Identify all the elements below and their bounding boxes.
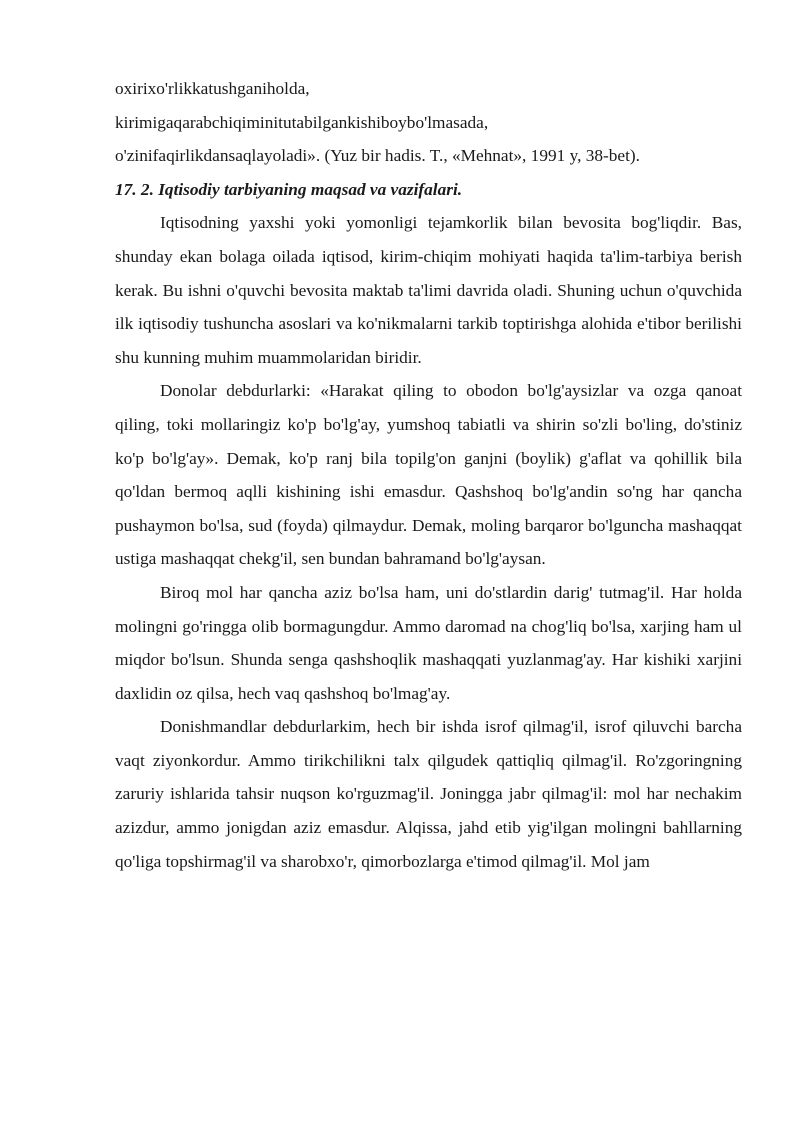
paragraph: Iqtisodning yaxshi yoki yomonligi tejamkorlik bilan bevosita bog'liqdir. Bas, shunday ekan bolaga oilada iqtisod, kirim-chiqim mohiyati haqida ta'lim-tarbiya berish kerak. Bu ishni o'quvchi bevosita maktab ta'limi davrida oladi. Shuning uchun o'quvchida ilk iqtisodiy tushuncha asoslari va ko'nikmalarni tarkib toptirishga alohida e'tibor berilishi shu kunning muhim muammolaridan biridir. xyxy=(115,213,742,367)
document-page xyxy=(115,72,742,878)
section-heading: 17. 2. Iqtisodiy tarbiyaning maqsad va vazifalari. xyxy=(115,179,463,199)
intro-line-citation: o'zinifaqirlikdansaqlayoladi». (Yuz bir hadis. T., «Mehnat», 1991 y, 38-bet). xyxy=(115,146,640,166)
paragraph: Donolar debdurlarki: «Harakat qiling to obodon bo'lg'aysizlar va ozga qanoat qiling, toki mollaringiz ko'p bo'lg'ay, yumshoq tabiatli va shirin so'zli bo'ling, do'stiniz ko'p bo'lg'ay». Demak, ko'p ranj bila topilg'on ganjni (boylik) g'aflat va qohillik bila qo'ldan bermoq aqlli kishining ishi emasdur. Qashshoq bo'lg'andin so'ng har qancha pushaymon bo'lsa, sud (foyda) qilmaydur. Demak, moling barqaror bo'lguncha mashaqqat ustiga mashaqqat chekg'il, sen bundan bahramand bo'lg'aysan. xyxy=(115,381,742,569)
paragraph: Donishmandlar debdurlarkim, hech bir ishda isrof qilmag'il, isrof qiluvchi barcha vaqt ziyonkordur. Ammo tirikchilikni talx qilgudek qattiqliq qilmag'il. Ro'zgoringning zaruriy ishlarida tahsir nuqson ko'rguzmag'il. Joningga jabr qilmag'il: mol har nechakim azizdur, ammo jonigdan aziz emasdur. Alqissa, jahd etib yig'ilgan molingni bahllarning qo'liga topshirmag'il va sharobxo'r, qimorbozlarga e'timod qilmag'il. Mol jam xyxy=(115,717,742,871)
intro-line: kirimigaqarabchiqiminitutabilgankishiboybo'lmasada, xyxy=(115,112,489,132)
intro-line: oxirixo'rlikkatushganiholda, xyxy=(115,79,310,98)
paragraph: Biroq mol har qancha aziz bo'lsa ham, uni do'stlardin darig' tutmag'il. Har holda molingni go'ringga olib bormagungdur. Ammo daromad na chog'liq bo'lsa, xarjing ham ul miqdor bo'lsun. Shunda senga qashshoqlik mashaqqati yuzlanmag'ay. Har kishiki xarjini daxlidin oz qilsa, hech vaq qashshoq bo'lmag'ay. xyxy=(115,582,742,703)
